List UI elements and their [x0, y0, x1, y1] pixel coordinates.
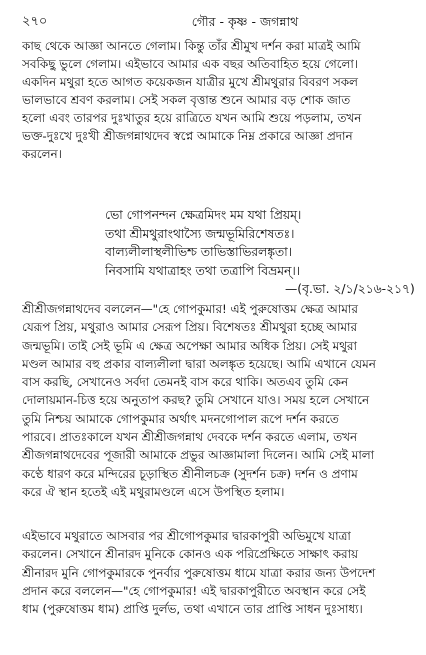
- sanskrit-verse: [105, 206, 405, 280]
- paragraph-narada: [22, 527, 414, 618]
- verse-reference: —(বৃ.ভা. ২/১/২১৬-২১৭): [285, 282, 415, 296]
- text-line: একদিন মথুরা হতে আগত কয়েকজন যাত্রীর মুখে শ্রীমথুরার বিবরণ সকল: [22, 75, 358, 89]
- paragraph-jagannath-speech: [22, 300, 414, 501]
- page-header: [0, 8, 426, 34]
- text-line: পারবে। প্রাতঃকালে যখন শ্রীশ্রীজগন্নাথ দেবকে দর্শন করতে এলাম, তখন: [22, 430, 358, 445]
- verse-line: বাল্যলীলাস্থলীভিশ্চ তাভিস্তাভিরলঙ্কৃতা।: [105, 245, 293, 259]
- verse-line: নিবসামি যথাত্রাহং তথা তত্রাপি বিভ্রমন্।।: [105, 263, 301, 278]
- text-line: এইভাবে মথুরাতে আসবার পর শ্রীগোপকুমার দ্বারকাপুরী অভিমুখে যাত্রা: [22, 529, 351, 543]
- text-line: তুমি নিশ্চয় আমাকে গোপকুমার অর্থাৎ মদনগোপাল রূপে দর্শন করতে: [22, 411, 339, 426]
- verse-line: ভো গোপনন্দন ক্ষেত্রমিদং মম যথা প্রিয়ম্।: [105, 208, 302, 222]
- text-line: শ্রীনারদ মুনি গোপকুমারকে পুনর্বার পুরুষোত্তম ধামে যাত্রা করার জন্য উপদেশ: [22, 565, 376, 580]
- verse-line: তথা শ্রীমথুরাংথাস্যৈ জন্মভূমিরিশেষতঃ।: [105, 226, 295, 241]
- text-line: করে ঐ স্থান হতেই এই মথুরামণ্ডলে এসে উপস্থিত হলাম।: [22, 484, 285, 499]
- text-line: মণ্ডল আমার বহু প্রকার বাল্যলীলা দ্বারা অলঙ্কৃত হয়েছে। আমি এখানে যেমন: [22, 356, 376, 371]
- text-line: ধাম (পুরুষোত্তম ধাম) প্রাপ্তি দুর্লভ, তথা এখানে তার প্রাপ্তি সাধন দুঃসাধ্য।: [22, 602, 363, 617]
- text-line: জন্মভূমি। তাই সেই ভূমি এ ক্ষেত্র অপেক্ষা আমার অধিক প্রিয়। সেই মথুরা: [22, 338, 357, 353]
- text-line: ভক্ত-দুঃখে দুঃখী শ্রীজগন্নাথদেব স্বপ্নে আমাকে নিম্ন প্রকারে আজ্ঞা প্রদান: [22, 129, 353, 143]
- text-line: দোলায়মান-চিত্ত হয়ে অনুতাপ করছ? তুমি সেখানে যাও। সময় হলে সেখানে: [22, 393, 370, 408]
- running-title: গৌর - কৃষ্ণ - জগন্নাথ: [191, 14, 299, 29]
- text-line: শ্রীজগন্নাথদেবের পূজারী আমাকে প্রভুর আজ্ঞামালা দিলেন। আমি সেই মালা: [22, 448, 375, 463]
- text-line: কণ্ঠে ধারণ করে মন্দিরের চূড়াস্থিত শ্রীনীলচক্র (সুদর্শন চক্র) দর্শন ও প্রণাম: [22, 466, 358, 481]
- page-number: ২৭০: [22, 14, 48, 29]
- paragraph-intro: [22, 37, 414, 163]
- text-line: করলেন।: [22, 147, 62, 161]
- text-line: শ্রীশ্রীজগন্নাথদেব বললেন—"হে গোপকুমার! এই পুরুষোত্তম ক্ষেত্র আমার: [22, 302, 358, 316]
- text-line: করলেন। সেখানে শ্রীনারদ মুনিকে কোনও এক পরিপ্রেক্ষিতে সাক্ষাৎ করায়: [22, 547, 359, 562]
- text-line: প্রদান করে বললেন—"হে গোপকুমার! এই দ্বারকাপুরীতে অবস্থান করে সেই: [22, 583, 366, 598]
- text-line: সবকিছু ভুলে গেলাম। এইভাবে আমার এক বছর অতিবাহিত হয়ে গেলো।: [22, 57, 359, 71]
- text-line: কাছ থেকে আজ্ঞা আনতে গেলাম। কিন্তু তাঁর শ্রীমুখ দর্শন করা মাত্রই আমি: [22, 39, 361, 53]
- text-line: ভালভাবে শ্রবণ করলাম। সেই সকল বৃত্তান্ত শুনে আমার বড় শোক জাত: [22, 93, 351, 107]
- text-line: হলো এবং তারপর দুঃখাতুর হয়ে রাত্রিতে যখন আমি শুয়ে পড়লাম, তখন: [22, 111, 362, 125]
- text-line: যেরূপ প্রিয়, মথুরাও আমার সেরূপ প্রিয়। বিশেষতঃ শ্রীমথুরা হচ্ছে আমার: [22, 320, 357, 335]
- text-line: বাস করছি, সেখানেও সর্বদা তেমনই বাস করে থাকি। অতএব তুমি কেন: [22, 375, 349, 390]
